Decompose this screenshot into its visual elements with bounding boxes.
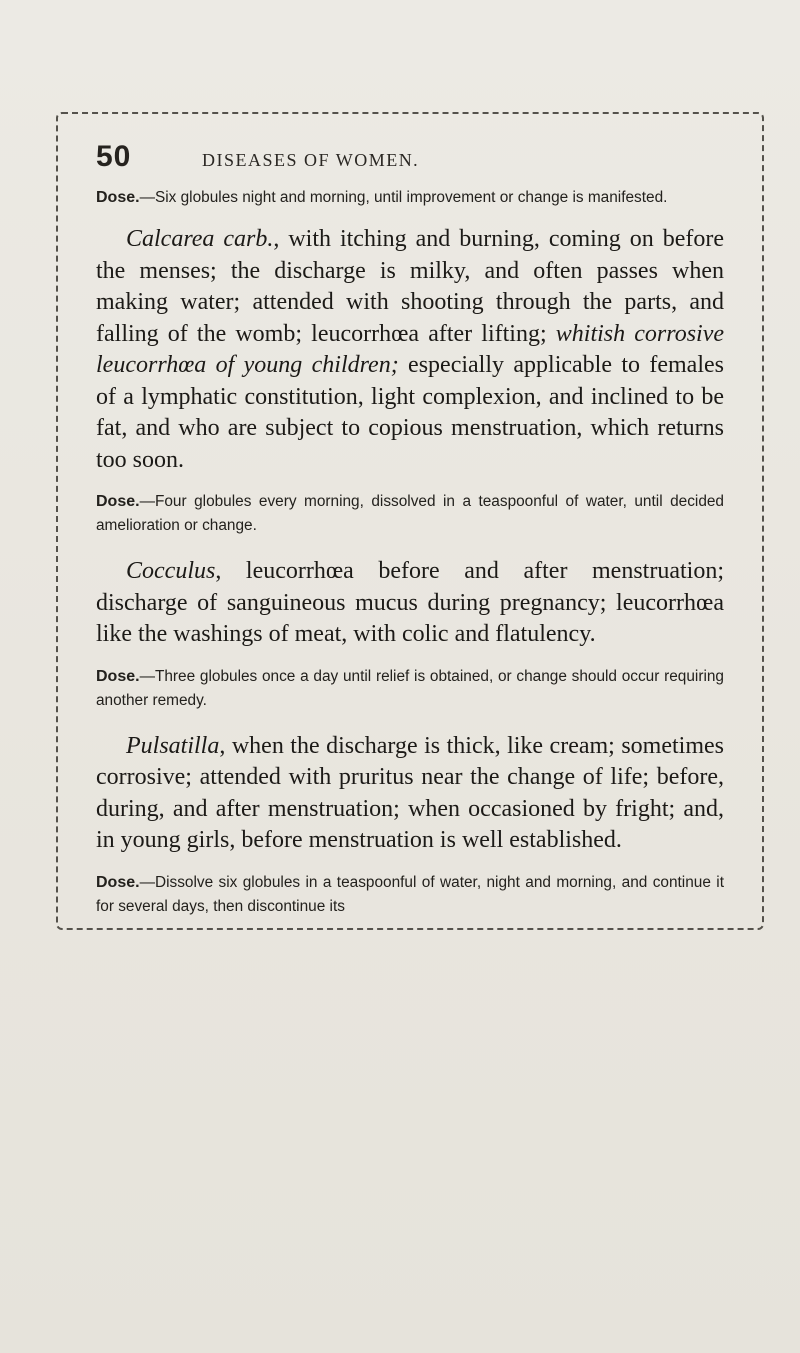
remedy-text: especially applicable to females of a lymphatic constitution, light complexion, and inclined to be fat, and who are subject to copious menstruation, which returns too soon.: [96, 352, 724, 473]
remedy-pulsatilla: [96, 731, 724, 857]
dose-label: Dose.: [96, 873, 140, 891]
dose-text: —Four globules every morning, dissolved in a teaspoonful of water, until decided amelioration or change.: [96, 493, 724, 534]
remedy-text: , leucorrhœa before and after menstruation; discharge of sanguineous mucus during pregnancy; leucorrhœa like the washings of meat, with colic and flatulency.: [96, 558, 724, 647]
dose-text: —Six globules night and morning, until improvement or change is manifested.: [139, 189, 668, 206]
remedy-text: , when the discharge is thick, like cream; sometimes corrosive; attended with pruritus near the change of life; before, during, and after menstruation; when occasioned by fright; and, in young girls, before menstruation is well established.: [96, 732, 724, 853]
dose-label: Dose.: [96, 667, 140, 685]
dose-paragraph-3: [96, 665, 724, 713]
dose-paragraph-1: [96, 186, 724, 210]
page-content: [96, 140, 724, 919]
dose-text: —Dissolve six globules in a teaspoonful of water, night and morning, and continue it for several days, then discontinue its: [96, 873, 724, 915]
page-header: [96, 140, 724, 186]
dose-paragraph-4: [96, 871, 724, 919]
dose-label: Dose.: [96, 189, 140, 206]
dose-label: Dose.: [96, 493, 140, 510]
dose-text: —Three globules once a day until relief is obtained, or change should occur requiring another remedy.: [96, 667, 724, 709]
dose-paragraph-2: [96, 490, 724, 538]
page-number: 50: [96, 140, 132, 173]
remedy-cocculus: [96, 556, 724, 651]
remedy-name: Cocculus: [126, 558, 216, 584]
remedy-italic-text: whitish corrosive leucorrhœa of young children;: [96, 320, 724, 378]
running-head: DISEASES OF WOMEN.: [202, 150, 420, 170]
remedy-name: Calcarea carb.: [126, 226, 274, 252]
remedy-name: Pulsatilla: [126, 732, 220, 759]
remedy-text: , with itching and burning, coming on before the menses; the discharge is milky, and often passes when making water; attended with shooting through the parts, and falling of the womb; leucorrhœa after lifting;: [96, 226, 725, 347]
remedy-calcarea: [96, 224, 724, 476]
